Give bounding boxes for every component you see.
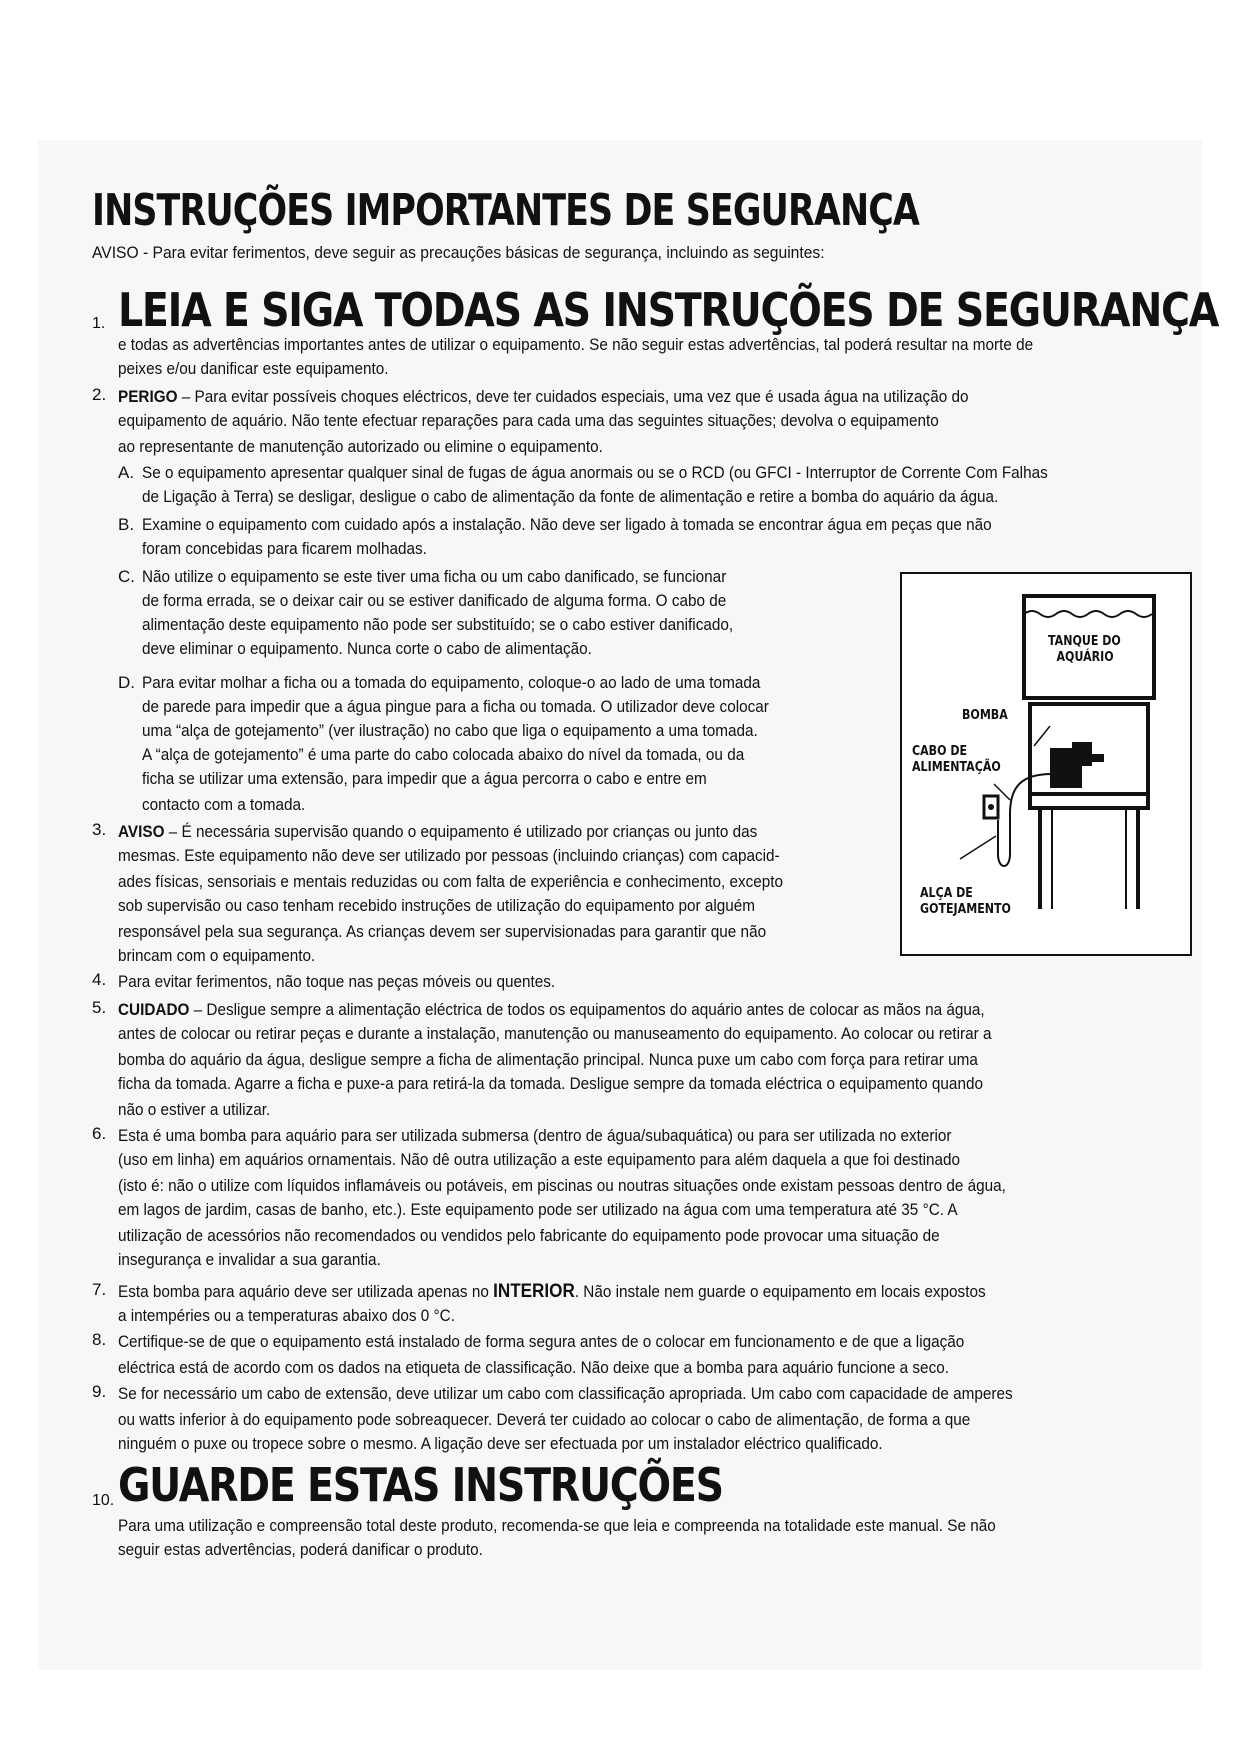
item-3-line-4: sob supervisão ou caso tenham recebido instruções de utilização do equipamento por alguém bbox=[118, 896, 756, 915]
power-cord bbox=[998, 774, 1052, 866]
drip-loop-illustration bbox=[900, 572, 1192, 956]
item-2-line-3: ao representante de manutenção autorizado ou elimine o equipamento. bbox=[118, 437, 603, 456]
item-10-number: 10. bbox=[92, 1492, 115, 1509]
item-8-line-1: Certifique-se de que o equipamento está instalado de forma segura antes de o colocar em funcionamento e de que a ligação bbox=[118, 1332, 965, 1351]
item-3-line-1: AVISO – É necessária supervisão quando o equipamento é utilizado por crianças ou junto das bbox=[118, 822, 758, 841]
item-9-line-2: ou watts inferior à do equipamento pode sobreaquecer. Deverá ter cuidado ao colocar o cabo de alimentação, de forma a que bbox=[118, 1410, 971, 1429]
item-3-line-3: ades físicas, sensoriais e mentais reduzidas ou com falta de experiência e conhecimento, excepto bbox=[118, 872, 784, 891]
item-6-line-6: insegurança e invalidar a sua garantia. bbox=[118, 1250, 381, 1269]
item-6-line-3: (isto é: não o utilize com líquidos inflamáveis ou potáveis, em piscinas ou noutras situações onde existam pessoas dentro de água, bbox=[118, 1176, 1006, 1195]
item-6-line-1: Esta é uma bomba para aquário para ser utilizada submersa (dentro de água/subaquática) ou para ser utilizada no exterior bbox=[118, 1126, 952, 1145]
item-9-line-3: ninguém o puxe ou tropece sobre o mesmo. A ligação deve ser efectuada por um instalador eléctrico qualificado. bbox=[118, 1434, 883, 1453]
item-3-line-6: brincam com o equipamento. bbox=[118, 946, 316, 965]
tank-label: TANQUE DO AQUÁRIO bbox=[1048, 634, 1121, 665]
item-7-number: 7. bbox=[92, 1280, 107, 1299]
item-9-number: 9. bbox=[92, 1382, 107, 1401]
item-3-number: 3. bbox=[92, 820, 107, 839]
item-8-number: 8. bbox=[92, 1330, 107, 1349]
item-2-line-2: equipamento de aquário. Não tente efectuar reparações para cada uma das seguintes situações; devolva o equipamento bbox=[118, 411, 939, 430]
stand-shelf bbox=[1030, 794, 1148, 808]
item-6-line-4: em lagos de jardim, casas de banho, etc.). Este equipamento pode ser utilizado na água com uma temperatura até 35 °C. A bbox=[118, 1200, 958, 1219]
item-10-line-2: seguir estas advertências, poderá danificar o produto. bbox=[118, 1540, 483, 1559]
item-5-lead: CUIDADO bbox=[118, 1000, 190, 1019]
item-1-line-1: e todas as advertências importantes antes de utilizar o equipamento. Se não seguir estas advertências, tal poderá resultar na morte de bbox=[118, 335, 1034, 354]
item-7-line-2: a intempéries ou a temperaturas abaixo dos 0 °C. bbox=[118, 1306, 455, 1325]
item-4-line-1: Para evitar ferimentos, não toque nas peças móveis ou quentes. bbox=[118, 972, 556, 991]
item-2-line-1: PERIGO – Para evitar possíveis choques eléctricos, deve ter cuidados especiais, uma vez que é usada água na utilização do bbox=[118, 387, 969, 406]
pump-label: BOMBA bbox=[962, 708, 1008, 723]
item-5-line-1: CUIDADO – Desligue sempre a alimentação eléctrica de todos os equipamentos do aquário antes de colocar as mãos na água, bbox=[118, 1000, 985, 1019]
item-1-number: 1. bbox=[92, 315, 106, 332]
item-6-line-5: utilização de acessórios não recomendados ou vendidos pelo fabricante do equipamento pode provocar uma situação de bbox=[118, 1226, 940, 1245]
item-3-line-5: responsável pela sua segurança. As crianças devem ser supervisionadas para garantir que não bbox=[118, 922, 767, 941]
item-7-line-1: Esta bomba para aquário deve ser utilizada apenas no INTERIOR. Não instale nem guarde o equipamento em locais expostos bbox=[118, 1281, 986, 1302]
page-title: INSTRUÇÕES IMPORTANTES DE SEGURANÇA bbox=[92, 185, 920, 236]
item-9-line-1: Se for necessário um cabo de extensão, deve utilizar um cabo com classificação apropriada. Um cabo com capacidade de amperes bbox=[118, 1384, 1013, 1403]
pump-outlet bbox=[1090, 754, 1104, 762]
drip-loop-label: ALÇA DE GOTEJAMENTO bbox=[920, 886, 1011, 917]
item-1-heading: LEIA E SIGA TODAS AS INSTRUÇÕES DE SEGURANÇA bbox=[118, 283, 1219, 337]
item-5-line-2: antes de colocar ou retirar peças e durante a instalação, manutenção ou manuseamento do equipamento. Ao colocar ou retirar a bbox=[118, 1024, 992, 1043]
item-5-line-3: bomba do aquário da água, desligue sempre a ficha de alimentação principal. Nunca puxe um cabo com força para retirar uma bbox=[118, 1050, 978, 1069]
pump-top bbox=[1072, 742, 1092, 766]
item-6-line-2: (uso em linha) em aquários ornamentais. Não dê outra utilização a este equipamento para além daquela a que foi destinado bbox=[118, 1150, 961, 1169]
item-6-number: 6. bbox=[92, 1124, 107, 1143]
item-3-lead: AVISO bbox=[118, 822, 165, 841]
intro-warning: AVISO - Para evitar ferimentos, deve seguir as precauções básicas de segurança, incluindo as seguintes: bbox=[92, 243, 825, 262]
item-4-number: 4. bbox=[92, 970, 107, 989]
item-10-heading: GUARDE ESTAS INSTRUÇÕES bbox=[118, 1458, 723, 1512]
interior-emphasis: INTERIOR bbox=[493, 1281, 575, 1302]
item-8-line-2: eléctrica está de acordo com os dados na etiqueta de classificação. Não deixe que a bomba para aquário funcione a seco. bbox=[118, 1358, 949, 1377]
item-1-line-2: peixes e/ou danificar este equipamento. bbox=[118, 359, 389, 378]
item-5-line-4: ficha da tomada. Agarre a ficha e puxe-a para retirá-la da tomada. Desligue sempre da tomada eléctrica o equipamento quando bbox=[118, 1074, 983, 1093]
item-5-number: 5. bbox=[92, 998, 107, 1017]
cord-label: CABO DE ALIMENTAÇÃO bbox=[912, 744, 1001, 775]
item-3-line-2: mesmas. Este equipamento não deve ser utilizado por pessoas (incluindo crianças) com capacid- bbox=[118, 846, 780, 865]
item-5-line-5: não o estiver a utilizar. bbox=[118, 1100, 271, 1119]
item-2-number: 2. bbox=[92, 385, 107, 404]
item-10-line-1: Para uma utilização e compreensão total deste produto, recomenda-se que leia e compreenda na totalidade este manual. Se não bbox=[118, 1516, 996, 1535]
item-2-lead: PERIGO bbox=[118, 387, 178, 406]
